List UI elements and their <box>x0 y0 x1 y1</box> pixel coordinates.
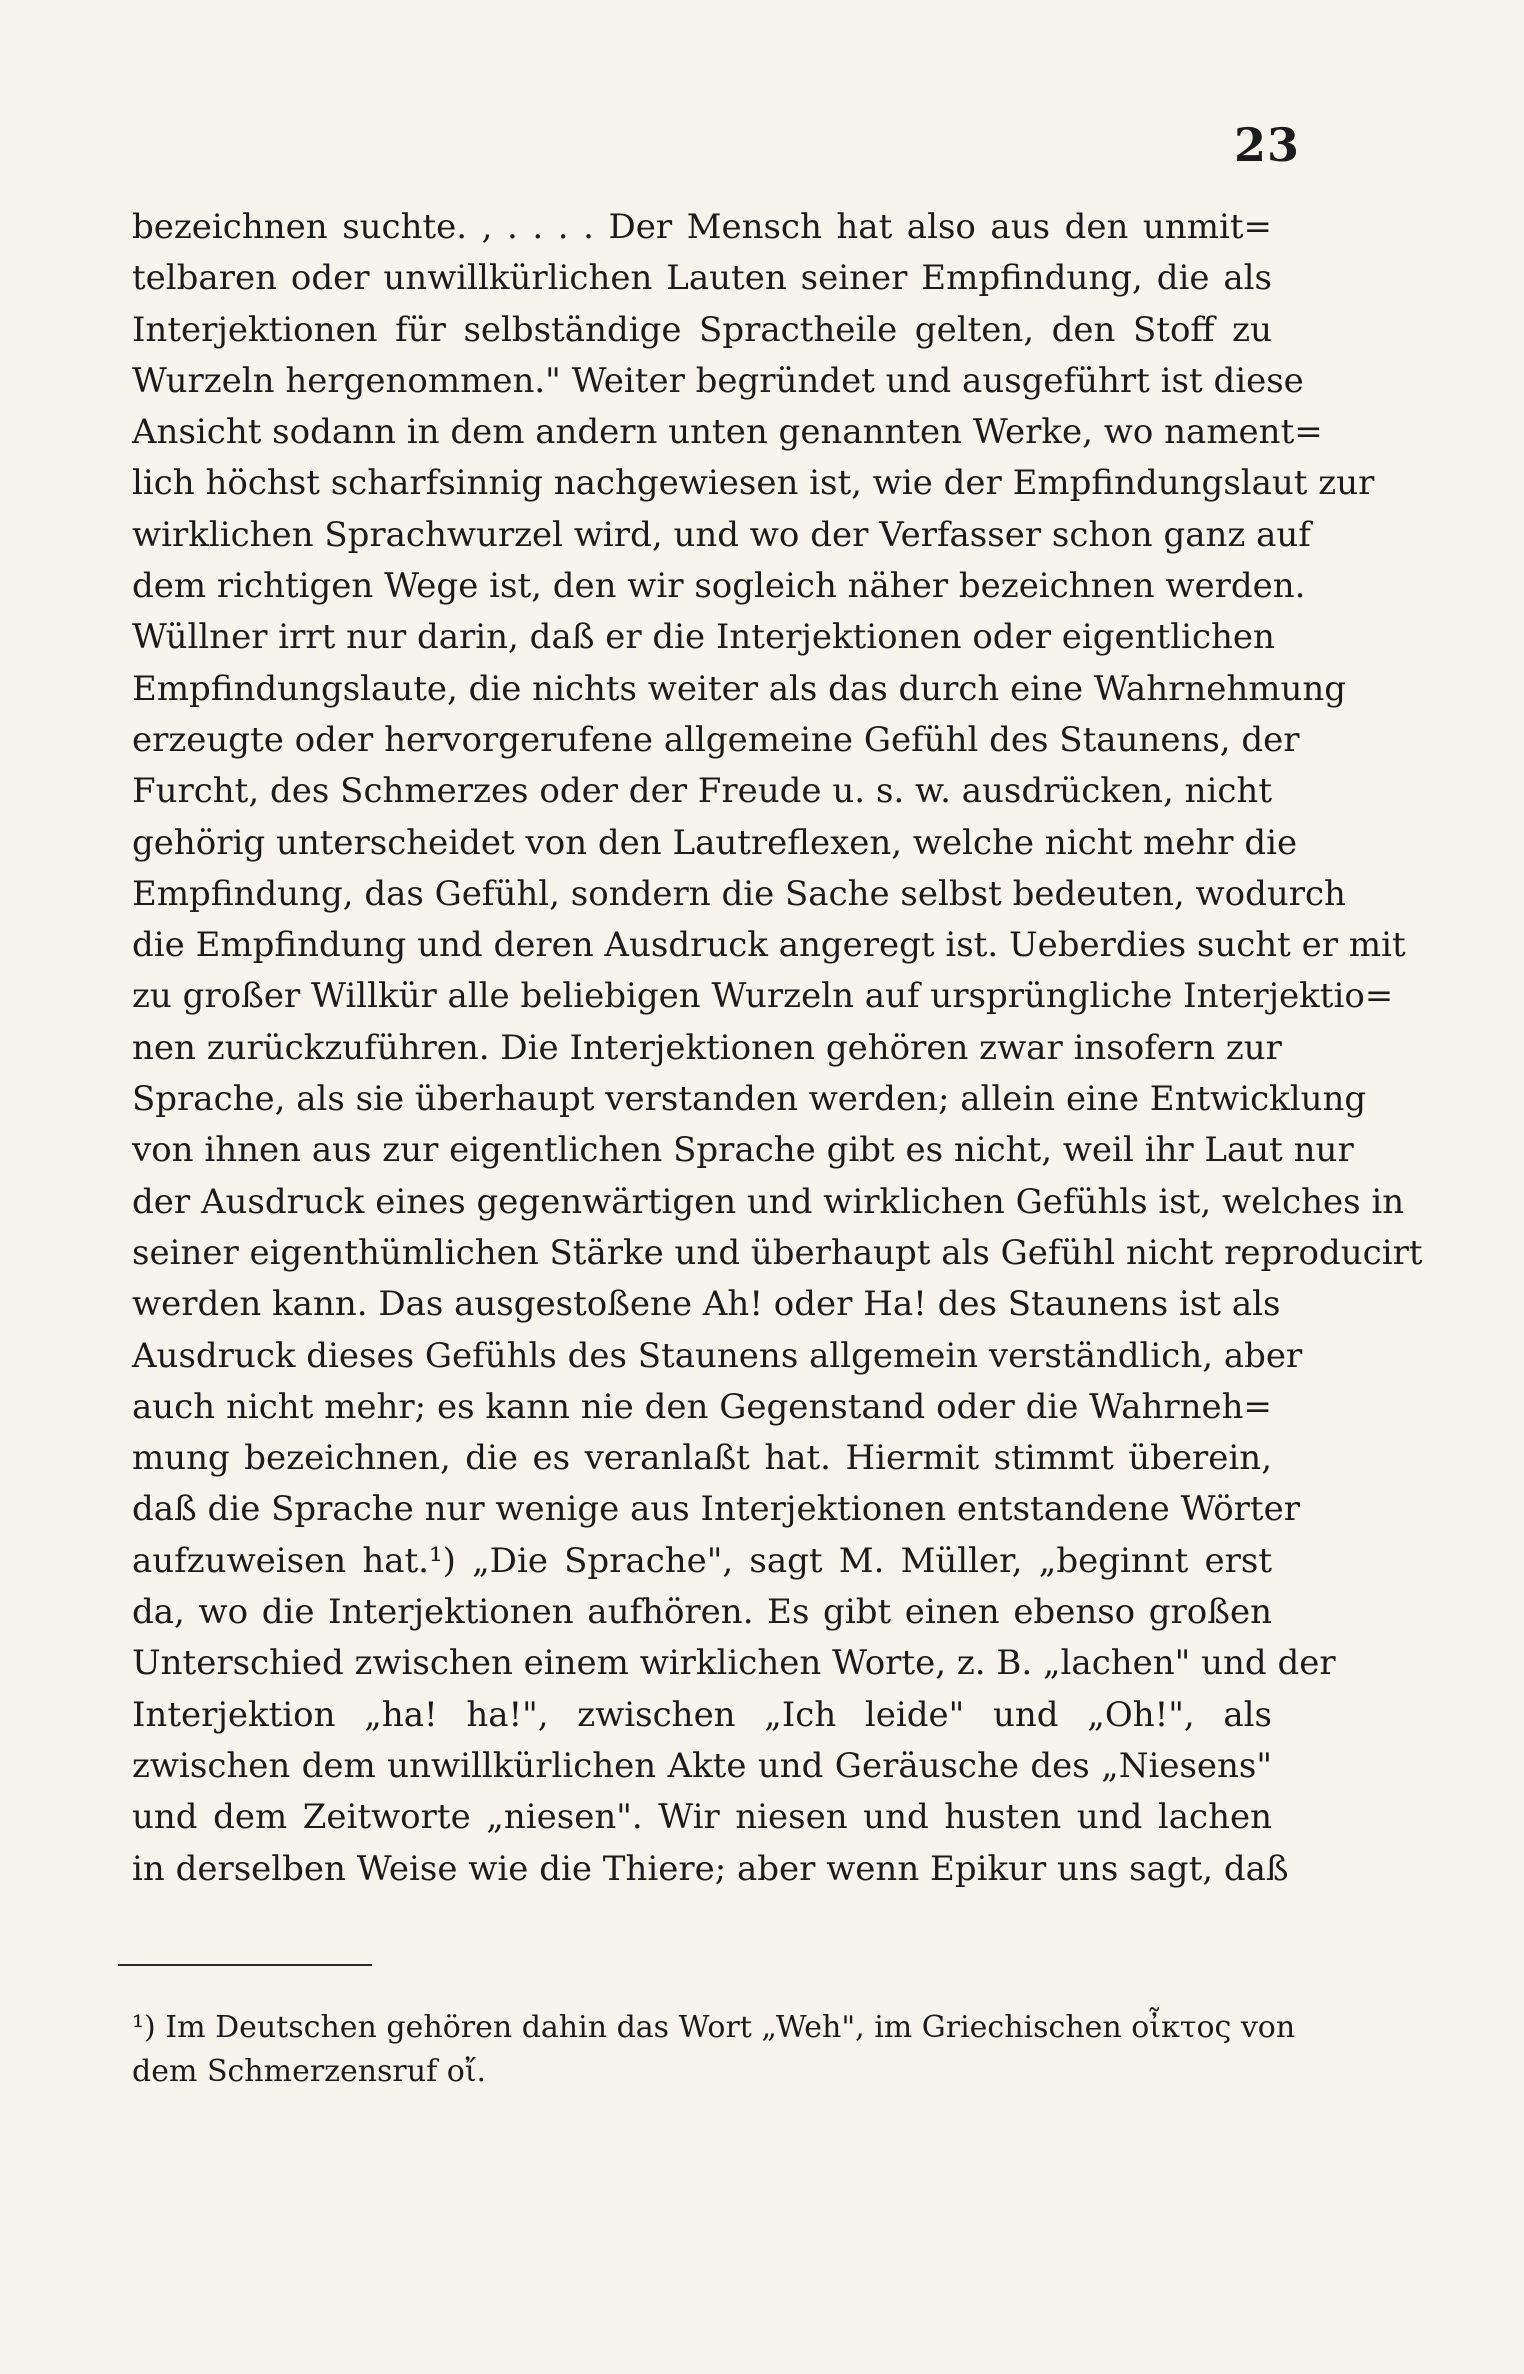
footnote-line: ¹) Im Deutschen gehören dahin das Wort „Weh", im Griechischen οἶκτος von <box>132 2010 1296 2045</box>
footnote-line: dem Schmerzensruf οἴ. <box>132 2054 487 2089</box>
text-line: in derselben Weise wie die Thiere; aber wenn Epikur uns sagt, daß <box>132 1848 1289 1889</box>
text-line: zwischen dem unwillkürlichen Akte und Geräusche des „Niesens" <box>132 1745 1272 1786</box>
text-line: Furcht, des Schmerzes oder der Freude u. s. w. ausdrücken, nicht <box>132 771 1272 812</box>
text-line: mung bezeichnen, die es veranlaßt hat. Hiermit stimmt überein, <box>132 1438 1272 1479</box>
text-line: Ausdruck dieses Gefühls des Staunens allgemein verständlich, aber <box>132 1335 1303 1376</box>
main-text-block <box>132 202 1423 1895</box>
text-line: Wüllner irrt nur darin, daß er die Interjektionen oder eigentlichen <box>132 617 1275 658</box>
text-line: wirklichen Sprachwurzel wird, und wo der Verfasser schon ganz auf <box>132 514 1311 555</box>
text-line: Empfindung, das Gefühl, sondern die Sache selbst bedeuten, wodurch <box>132 873 1346 914</box>
text-line: nen zurückzuführen. Die Interjektionen gehören zwar insofern zur <box>132 1027 1282 1068</box>
text-line: der Ausdruck eines gegenwärtigen und wirklichen Gefühls ist, welches in <box>132 1181 1405 1222</box>
text-line: von ihnen aus zur eigentlichen Sprache gibt es nicht, weil ihr Laut nur <box>132 1130 1354 1171</box>
footnotes <box>132 2006 1296 2094</box>
text-line: Wurzeln hergenommen." Weiter begründet und ausgeführt ist diese <box>132 360 1304 401</box>
text-line: gehörig unterscheidet von den Lautreflexen, welche nicht mehr die <box>132 822 1298 863</box>
text-line: Ansicht sodann in dem andern unten genannten Werke, wo nament= <box>132 412 1323 453</box>
text-line: Unterschied zwischen einem wirklichen Worte, z. B. „lachen" und der <box>132 1643 1336 1684</box>
text-line: Interjektionen für selbständige Spractheile gelten, den Stoff zu <box>132 309 1272 350</box>
footnote-divider <box>118 1964 372 1966</box>
text-line: Sprache, als sie überhaupt verstanden werden; allein eine Entwicklung <box>132 1079 1367 1120</box>
text-line: aufzuweisen hat.¹) „Die Sprache", sagt M. Müller, „beginnt erst <box>132 1540 1272 1581</box>
text-line: dem richtigen Wege ist, den wir sogleich näher bezeichnen werden. <box>132 566 1306 607</box>
text-line: lich höchst scharfsinnig nachgewiesen ist, wie der Empfindungslaut zur <box>132 463 1375 504</box>
text-line: und dem Zeitworte „niesen". Wir niesen und husten und lachen <box>132 1797 1272 1838</box>
text-line: da, wo die Interjektionen aufhören. Es gibt einen ebenso großen <box>132 1592 1272 1633</box>
text-line: auch nicht mehr; es kann nie den Gegenstand oder die Wahrneh= <box>132 1386 1272 1427</box>
text-line: telbaren oder unwillkürlichen Lauten seiner Empfindung, die als <box>132 258 1272 299</box>
text-line: Interjektion „ha! ha!", zwischen „Ich leide" und „Oh!", als <box>132 1694 1272 1735</box>
text-line: bezeichnen suchte. , . . . . Der Mensch hat also aus den unmit= <box>132 207 1272 247</box>
text-line: erzeugte oder hervorgerufene allgemeine Gefühl des Staunens, der <box>132 719 1300 760</box>
text-line: daß die Sprache nur wenige aus Interjektionen entstandene Wörter <box>132 1489 1300 1530</box>
text-line: zu großer Willkür alle beliebigen Wurzeln auf ursprüngliche Interjektio= <box>132 976 1394 1017</box>
text-line: die Empfindung und deren Ausdruck angeregt ist. Ueberdies sucht er mit <box>132 925 1406 966</box>
text-line: werden kann. Das ausgestoßene Ah! oder Ha! des Staunens ist als <box>132 1284 1281 1325</box>
text-line: seiner eigenthümlichen Stärke und überhaupt als Gefühl nicht reproducirt <box>132 1232 1423 1273</box>
page-number: 23 <box>1233 118 1300 172</box>
text-line: Empfindungslaute, die nichts weiter als das durch eine Wahrnehmung <box>132 668 1347 709</box>
